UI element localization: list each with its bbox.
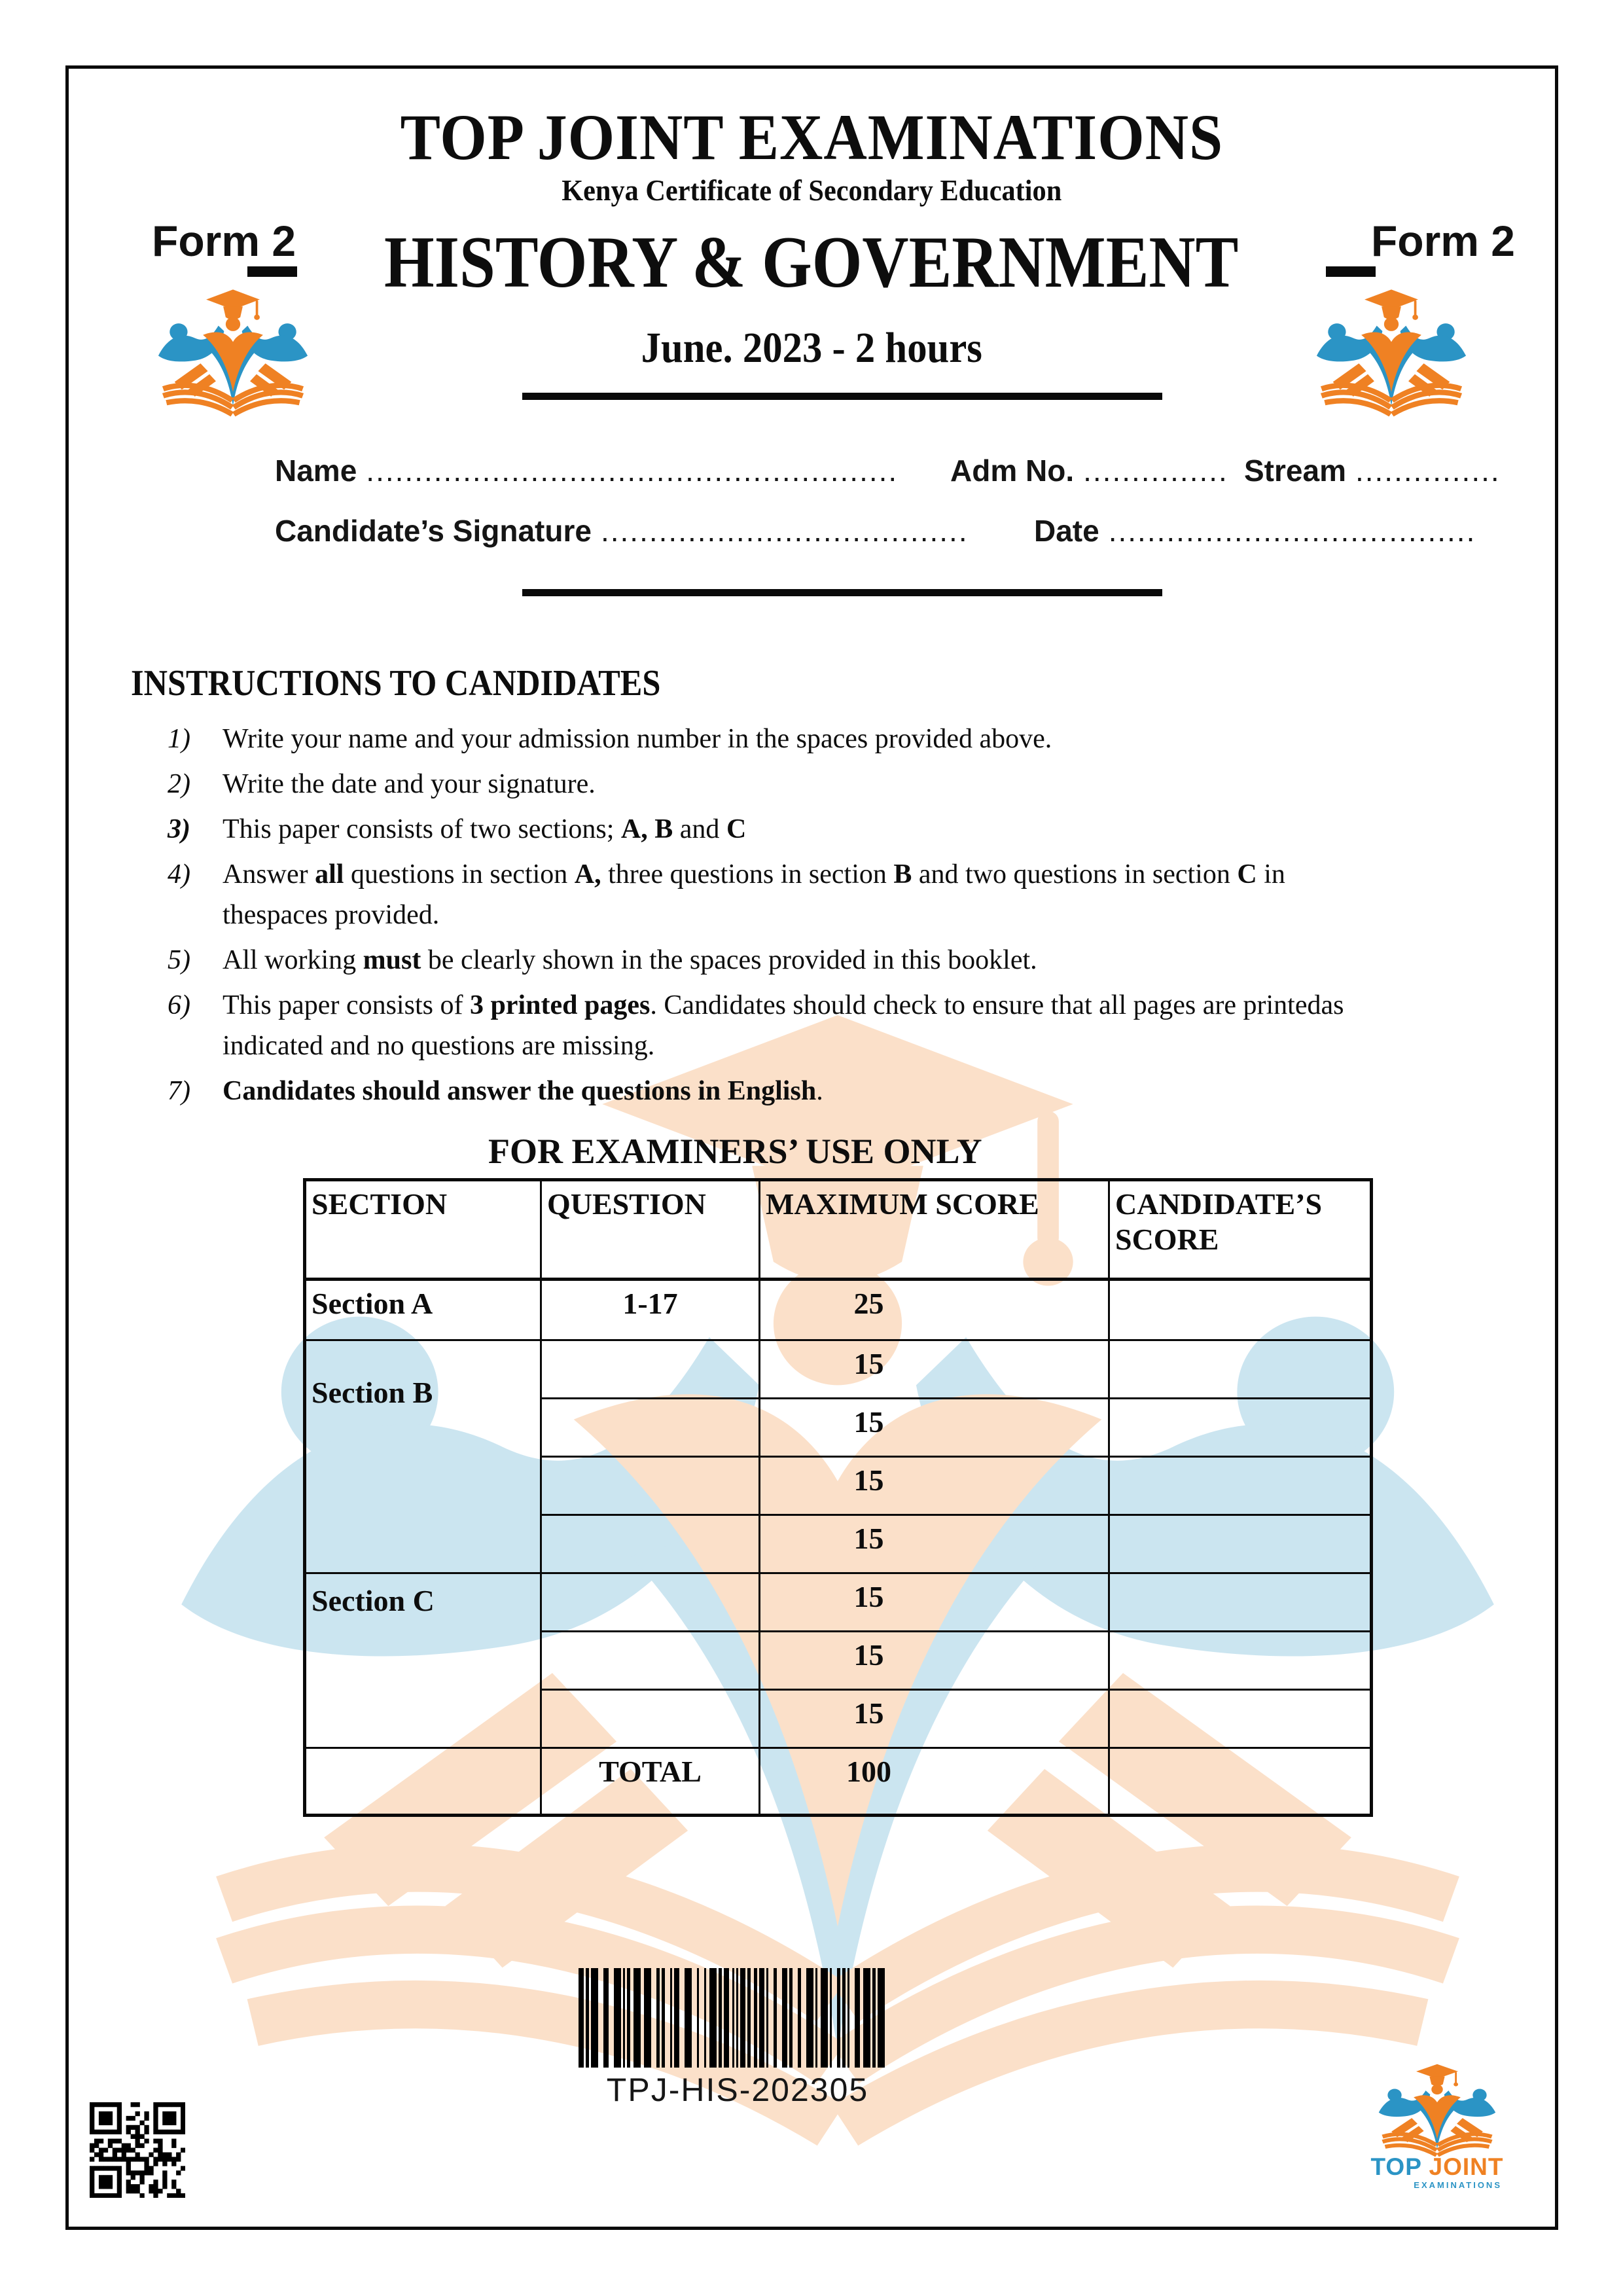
section-c-label-cell: Section C [305,1573,541,1748]
max-score-cell: 15 [760,1573,1109,1632]
header-cell-section: SECTION [305,1180,541,1280]
instruction-item [168,809,1378,850]
section-b-row [305,1340,1372,1399]
instruction-text: Write the date and your signature. [223,769,596,799]
header-cell-max-score: MAXIMUM SCORE [760,1180,1109,1280]
max-score-cell: 15 [760,1340,1109,1399]
name-write-line: ....................................................... [366,454,899,488]
candidate-score-cell [1109,1632,1372,1690]
instruction-number: 4) [168,859,190,889]
instruction-text: All working must be clearly shown in the spaces provided in this booklet. [223,945,1037,975]
total-row [305,1748,1372,1816]
stream-write-line: ............... [1355,454,1501,488]
instruction-item [168,985,1378,1066]
divider-rule-bottom [522,589,1162,596]
examiner-table-caption: FOR EXAMINERS’ USE ONLY [488,1132,982,1171]
signature-write-line: ...................................... [600,514,969,548]
instructions-heading: INSTRUCTIONS TO CANDIDATES [131,663,661,704]
instruction-number: 1) [168,724,190,754]
question-cell [541,1457,760,1515]
candidate-score-cell [1109,1457,1372,1515]
total-label-cell: TOTAL [541,1748,760,1816]
question-cell [541,1340,760,1399]
brand-word-examinations: EXAMINATIONS [1414,2180,1502,2190]
instruction-number: 6) [168,990,190,1020]
subject-dash-left [247,266,297,277]
instruction-item [168,1071,1378,1111]
session-duration-line: June. 2023 - 2 hours [641,324,982,372]
instruction-item [168,940,1378,980]
instruction-item [168,854,1378,935]
header-cell-question: QUESTION [541,1180,760,1280]
subject-title: HISTORY & GOVERNMENT [384,221,1239,303]
candidate-score-cell [1109,1748,1372,1816]
max-score-cell: 15 [760,1515,1109,1573]
question-cell [541,1632,760,1690]
signature-label: Candidate’s Signature [275,514,592,548]
question-cell [541,1515,760,1573]
header-cell-candidate-score: CANDIDATE’S SCORE [1109,1180,1372,1280]
qr-code [90,2102,185,2198]
section-c-row [305,1573,1372,1632]
instructions-list [168,719,1378,1116]
instruction-text: This paper consists of two sections; A, B and C [223,814,747,844]
question-cell [541,1399,760,1457]
question-cell [541,1573,760,1632]
section-a-label-cell: Section A [305,1280,541,1340]
stream-label: Stream [1244,454,1346,488]
table-header-row [305,1180,1372,1280]
stream-field [1244,453,1501,488]
instruction-number: 7) [168,1076,190,1106]
name-field [275,453,898,488]
candidate-score-cell [1109,1399,1372,1457]
candidate-score-cell [1109,1573,1372,1632]
candidate-score-cell [1109,1690,1372,1748]
instruction-item [168,764,1378,804]
instruction-text: This paper consists of 3 printed pages. Candidates should check to ensure that all pages are printedas indicated and no questions are missing. [223,990,1344,1061]
total-score-cell: 100 [760,1748,1109,1816]
exam-board-title: TOP JOINT EXAMINATIONS [400,101,1223,173]
brand-wordmark-main [1361,2155,1514,2179]
signature-field [275,513,969,548]
form-level-label-left: Form 2 [152,217,296,265]
instruction-text: Answer all questions in section A, three questions in section B and two questions in section C in thespaces provided. [223,859,1285,930]
section-b-label-cell: Section B [305,1340,541,1573]
date-write-line: ...................................... [1108,514,1476,548]
adm-no-write-line: ............... [1083,454,1228,488]
section-a-question-cell: 1-17 [541,1280,760,1340]
max-score-cell: 15 [760,1690,1109,1748]
examiner-table [303,1178,1373,1817]
instruction-number: 3) [168,814,190,844]
adm-no-label: Adm No. [950,454,1075,488]
footer-brand-wordmark [1361,2155,1514,2189]
question-cell [541,1690,760,1748]
instruction-item [168,719,1378,759]
brand-word-top: TOP [1370,2153,1422,2180]
brand-word-joint: JOINT [1429,2153,1504,2180]
instruction-number: 5) [168,945,190,975]
candidate-score-cell [1109,1515,1372,1573]
adm-no-field [950,453,1228,488]
max-score-cell: 15 [760,1632,1109,1690]
max-score-cell: 15 [760,1399,1109,1457]
name-label: Name [275,454,357,488]
form-level-label-right: Form 2 [1370,217,1515,265]
date-field [1034,513,1476,548]
candidate-score-cell [1109,1280,1372,1340]
certificate-subtitle: Kenya Certificate of Secondary Education [561,173,1062,207]
section-a-row [305,1280,1372,1340]
instruction-number: 2) [168,769,190,799]
section-a-max-score-cell: 25 [760,1280,1109,1340]
subject-dash-right [1326,266,1376,277]
instruction-text: Candidates should answer the questions in English. [223,1076,823,1106]
divider-rule-top [522,393,1162,400]
candidate-score-cell [1109,1340,1372,1399]
footer-brand-logo [1374,2063,1501,2159]
empty-section-cell [305,1748,541,1816]
max-score-cell: 15 [760,1457,1109,1515]
date-label: Date [1034,514,1099,548]
instruction-text: Write your name and your admission number in the spaces provided above. [223,724,1052,754]
barcode-label: TPJ-HIS-202305 [606,2072,869,2108]
barcode [579,1968,897,2068]
